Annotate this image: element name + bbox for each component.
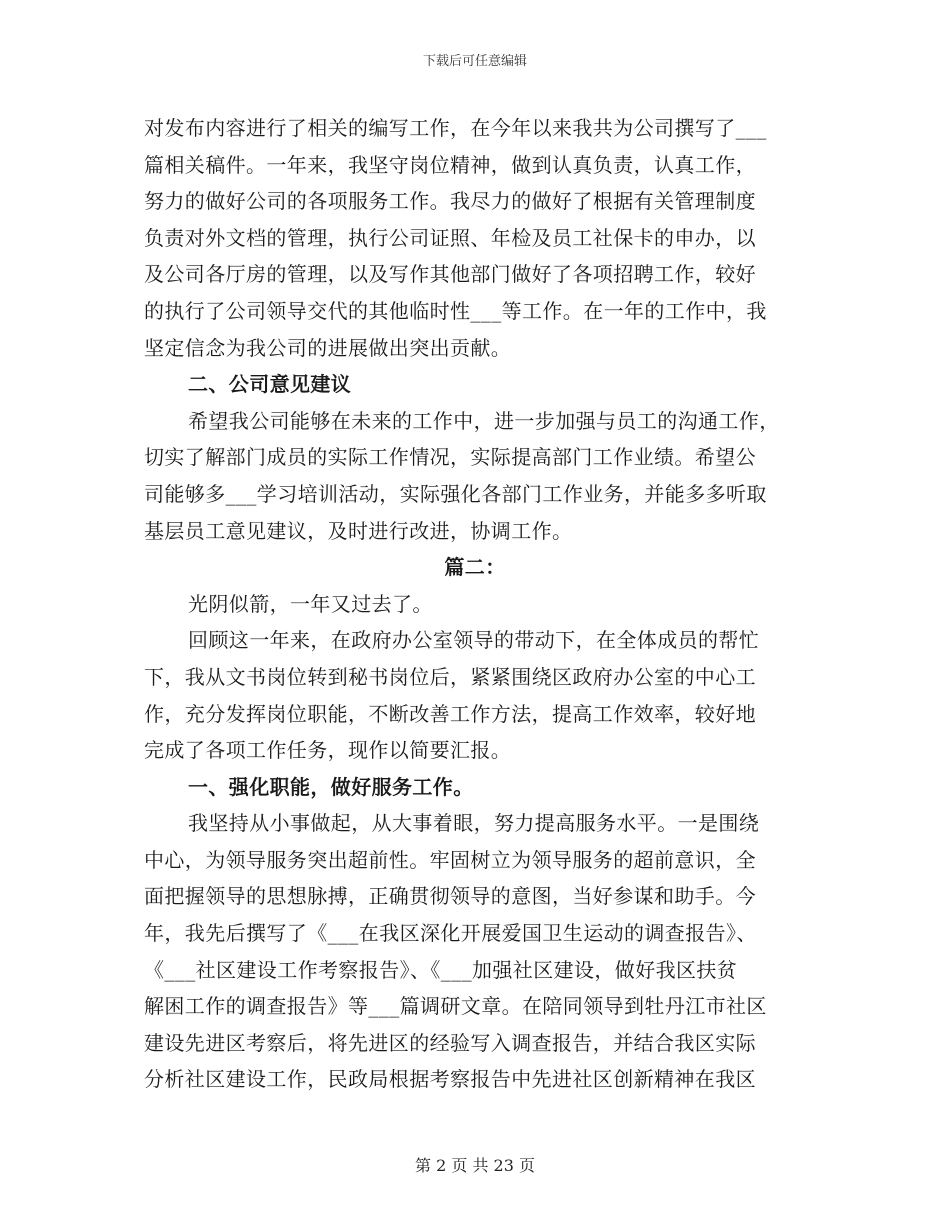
paragraph-line: 基层员工意见建议，及时进行改进，协调工作。 bbox=[144, 518, 573, 543]
paragraph-line: 篇相关稿件。一年来，我坚守岗位精神，做到认真负责，认真工作， bbox=[144, 152, 756, 177]
paragraph-line: 年，我先后撰写了《___在我区深化开展爱国卫生运动的调查报告》、 bbox=[144, 921, 757, 946]
paragraph-line: 分析社区建设工作，民政局根据考察报告中先进社区创新精神在我区 bbox=[144, 1067, 756, 1092]
paragraph-line: 希望我公司能够在未来的工作中，进一步加强与员工的沟通工作， bbox=[188, 408, 780, 433]
paragraph-line: 光阴似箭，一年又过去了。 bbox=[188, 591, 433, 616]
section-heading: 一、强化职能，做好服务工作。 bbox=[188, 774, 474, 799]
paragraph-line: 及公司各厅房的管理，以及写作其他部门做好了各项招聘工作，较好 bbox=[144, 262, 756, 287]
paragraph-line: 坚定信念为我公司的进展做出突出贡献。 bbox=[144, 335, 512, 360]
paragraph-line: 努力的做好公司的各项服务工作。我尽力的做好了根据有关管理制度 bbox=[144, 189, 756, 214]
paragraph-line: 我坚持从小事做起，从大事着眼，努力提高服务水平。一是围绕 bbox=[188, 811, 760, 836]
page-footer: 第 2 页 共 23 页 bbox=[415, 1156, 535, 1175]
paragraph-line: 的执行了公司领导交代的其他临时性___等工作。在一年的工作中，我 bbox=[144, 298, 767, 323]
paragraph-line: 作，充分发挥岗位职能，不断改善工作方法，提高工作效率，较好地 bbox=[144, 701, 756, 726]
paragraph-line: 下，我从文书岗位转到秘书岗位后，紧紧围绕区政府办公室的中心工 bbox=[144, 664, 756, 689]
paragraph-line: 完成了各项工作任务，现作以简要汇报。 bbox=[144, 738, 512, 763]
section-heading: 二、公司意见建议 bbox=[188, 372, 352, 397]
paragraph-line: 对发布内容进行了相关的编写工作，在今年以来我共为公司撰写了___ bbox=[144, 116, 767, 140]
paragraph-line: 建设先进区考察后，将先进区的经验写入调查报告，并结合我区实际 bbox=[144, 1030, 756, 1055]
paragraph-line: 《___社区建设工作考察报告》、《___加强社区建设，做好我区扶贫 bbox=[144, 957, 738, 982]
section-heading: 篇二： bbox=[444, 555, 506, 580]
paragraph-line: 切实了解部门成员的实际工作情况，实际提高部门工作业绩。希望公 bbox=[144, 445, 756, 470]
page-header: 下载后可任意编辑 bbox=[422, 54, 527, 69]
paragraph-line: 面把握领导的思想脉搏，正确贯彻领导的意图，当好参谋和助手。今 bbox=[144, 884, 756, 909]
paragraph-line: 司能够多___学习培训活动，实际强化各部门工作业务，并能多多听取 bbox=[144, 481, 767, 506]
paragraph-line: 回顾这一年来，在政府办公室领导的带动下，在全体成员的帮忙 bbox=[188, 628, 760, 653]
paragraph-line: 中心，为领导服务突出超前性。牢固树立为领导服务的超前意识，全 bbox=[144, 847, 756, 872]
paragraph-line: 解困工作的调查报告》等___篇调研文章。在陪同领导到牡丹江市社区 bbox=[144, 994, 767, 1019]
paragraph-line: 负责对外文档的管理，执行公司证照、年检及员工社保卡的申办，以 bbox=[144, 225, 756, 250]
document-body bbox=[144, 110, 806, 1098]
